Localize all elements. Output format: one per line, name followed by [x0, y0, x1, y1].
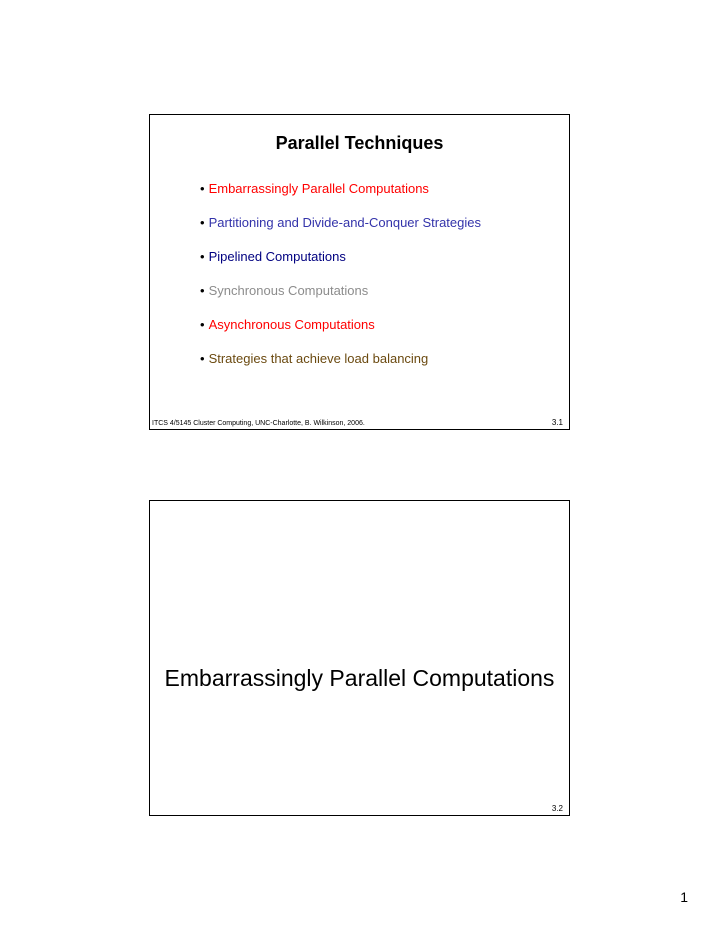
slide-3-2: [149, 500, 570, 816]
bullet-text: Pipelined Computations: [208, 249, 346, 264]
bullet-marker: •: [200, 317, 205, 332]
bullet-marker: •: [200, 351, 205, 366]
bullet-item-synchronous: [200, 283, 481, 317]
bullet-item-embarrassingly-parallel: [200, 181, 481, 215]
bullet-text: Synchronous Computations: [208, 283, 369, 298]
bullet-text: Embarrassingly Parallel Computations: [208, 181, 429, 196]
slide-number: 3.1: [551, 418, 563, 427]
bullet-item-partitioning: [200, 215, 481, 249]
slide-footer: ITCS 4/5145 Cluster Computing, UNC-Charlotte, B. Wilkinson, 2006.: [152, 420, 365, 427]
page-number: 1: [680, 889, 688, 905]
bullet-text: Partitioning and Divide-and-Conquer Strategies: [208, 215, 481, 230]
bullet-item-asynchronous: [200, 317, 481, 351]
slide-title: Parallel Techniques: [275, 133, 444, 153]
slide-title: Embarrassingly Parallel Computations: [164, 665, 555, 691]
bullet-text: Asynchronous Computations: [208, 317, 375, 332]
bullet-list: [200, 181, 481, 385]
bullet-marker: •: [200, 283, 205, 298]
bullet-text: Strategies that achieve load balancing: [208, 351, 429, 366]
slide-number: 3.2: [551, 804, 563, 813]
bullet-marker: •: [200, 249, 205, 264]
bullet-marker: •: [200, 181, 205, 196]
bullet-item-load-balancing: [200, 351, 481, 385]
slide-3-1: [149, 114, 570, 430]
bullet-item-pipelined: [200, 249, 481, 283]
bullet-marker: •: [200, 215, 205, 230]
